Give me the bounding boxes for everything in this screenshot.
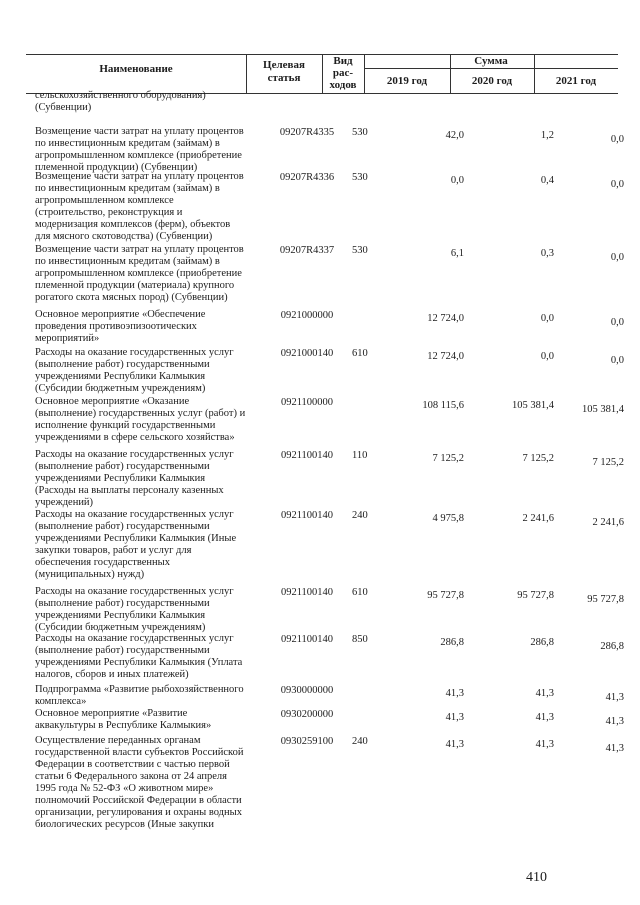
row-expense-type: 240: [352, 736, 368, 747]
header-code-line: статья: [267, 72, 301, 84]
header-year-2020: 2020 год: [471, 75, 513, 87]
page-number: 410: [526, 870, 547, 885]
row-target-code: 09207R4337: [279, 245, 335, 256]
row-name: сельскохозяйственного оборудования) (Субвенции): [35, 90, 206, 113]
row-sum-2020: 0,4: [540, 175, 554, 186]
header-vid-line: ходов: [329, 79, 357, 91]
row-sum-2021: 105 381,4: [582, 404, 624, 415]
row-sum-2020: 105 381,4: [512, 400, 554, 411]
header-vid: [322, 55, 364, 91]
row-sum-2021: 0,0: [610, 134, 624, 145]
row-expense-type: 610: [352, 587, 368, 598]
row-expense-type: 610: [352, 348, 368, 359]
row-target-code: 0921000000: [280, 310, 334, 321]
row-name: Расходы на оказание государственных услуг (выполнение работ) государственными учреждениями Республики Калмыкия (Субсидии бюджетным учреждениям): [35, 347, 234, 394]
row-expense-type: 530: [352, 172, 368, 183]
row-sum-2021: 41,3: [605, 743, 624, 754]
row-sum-2019: 12 724,0: [427, 313, 464, 324]
row-expense-type: 240: [352, 510, 368, 521]
row-sum-2019: 6,1: [450, 248, 464, 259]
row-sum-2021: 7 125,2: [592, 457, 624, 468]
row-name: Возмещение части затрат на уплату процентов по инвестиционным кредитам (займам) в агропромышленном комплексе (приобретение племенной продукции (материала) крупного рогатого скота мясных пород) (Субвенции): [35, 244, 244, 303]
row-sum-2019: 0,0: [450, 175, 464, 186]
header-year-2021: 2021 год: [555, 75, 597, 87]
row-name: Расходы на оказание государственных услуг (выполнение работ) государственными учреждениями Республики Калмыкия (Расходы на выплаты персоналу казенных учреждений): [35, 449, 234, 508]
header-name: Наименование: [99, 63, 173, 75]
row-name: Осуществление переданных органам государственной власти субъектов Российской Федерации в соответствии с частью первой статьи 6 Федерального закона от 24 апреля 1995 года № 52-ФЗ «О животном мире» полномочий Российской Федерации в области организации, регулирования и охраны водных биологических ресурсов (Иные закупки: [35, 735, 244, 830]
row-target-code: 0921100140: [280, 510, 334, 521]
row-target-code: 0921100000: [280, 397, 334, 408]
row-name: Возмещение части затрат на уплату процентов по инвестиционным кредитам (займам) в агропромышленном комплексе (строительство, реконструкция и модернизация комплексов (ферм), объектов для мясного скотоводства) (Субвенции): [35, 171, 244, 242]
row-sum-2021: 41,3: [605, 716, 624, 727]
row-name: Расходы на оказание государственных услуг (выполнение работ) государственными учреждениями Республики Калмыкия (Иные закупки товаров, работ и услуг для обеспечения государственных (муниципальных) нужд): [35, 509, 237, 580]
row-sum-2019: 12 724,0: [427, 351, 464, 362]
row-target-code: 0930200000: [280, 709, 334, 720]
row-sum-2019: 41,3: [445, 739, 464, 750]
row-sum-2021: 41,3: [605, 692, 624, 703]
row-sum-2019: 41,3: [445, 712, 464, 723]
row-expense-type: 850: [352, 634, 368, 645]
row-sum-2020: 0,0: [540, 351, 554, 362]
row-sum-2019: 41,3: [445, 688, 464, 699]
header-code-line: Целевая: [263, 59, 305, 71]
row-sum-2020: 1,2: [540, 130, 554, 141]
header-year-2019: 2019 год: [386, 75, 428, 87]
row-sum-2020: 41,3: [535, 688, 554, 699]
row-sum-2021: 0,0: [610, 252, 624, 263]
header-sum: Сумма: [474, 55, 508, 67]
row-sum-2020: 0,0: [540, 313, 554, 324]
row-target-code: 09207R4336: [279, 172, 335, 183]
row-name: Расходы на оказание государственных услуг (выполнение работ) государственными учреждениями Республики Калмыкия (Уплата налогов, сборов и иных платежей): [35, 633, 243, 680]
row-sum-2019: 7 125,2: [432, 453, 464, 464]
row-target-code: 0921100140: [280, 450, 334, 461]
row-name: Расходы на оказание государственных услуг (выполнение работ) государственными учреждениями Республики Калмыкия (Субсидии бюджетным учреждениям): [35, 586, 234, 633]
header-vid-line: Вид: [333, 55, 353, 67]
table-header: [26, 54, 618, 94]
row-expense-type: 530: [352, 245, 368, 256]
row-sum-2020: 41,3: [535, 712, 554, 723]
row-sum-2021: 0,0: [610, 317, 624, 328]
row-target-code: 0930259100: [280, 736, 334, 747]
row-sum-2019: 4 975,8: [432, 513, 464, 524]
header-vid-line: рас-: [332, 67, 354, 79]
row-sum-2021: 0,0: [610, 179, 624, 190]
row-sum-2021: 0,0: [610, 355, 624, 366]
header-code: [246, 59, 322, 85]
row-sum-2020: 95 727,8: [517, 590, 554, 601]
row-target-code: 0921000140: [280, 348, 334, 359]
row-sum-2020: 0,3: [540, 248, 554, 259]
row-expense-type: 530: [352, 127, 368, 138]
row-name: Подпрограмма «Развитие рыбохозяйственного комплекса»: [35, 684, 244, 707]
row-sum-2021: 95 727,8: [587, 594, 624, 605]
row-sum-2020: 7 125,2: [522, 453, 554, 464]
row-name: Основное мероприятие «Развитие аквакультуры в Республике Калмыкия»: [35, 708, 212, 731]
row-sum-2020: 2 241,6: [522, 513, 554, 524]
row-sum-2021: 2 241,6: [592, 517, 624, 528]
row-sum-2019: 42,0: [445, 130, 464, 141]
row-target-code: 09207R4335: [279, 127, 335, 138]
row-name: Основное мероприятие «Оказание (выполнение) государственных услуг (работ) и исполнение функций государственными учреждениями в сфере сельского хозяйства»: [35, 396, 246, 443]
sum-divider: [364, 68, 618, 69]
row-expense-type: 110: [352, 450, 368, 461]
row-target-code: 0921100140: [280, 634, 334, 645]
row-target-code: 0921100140: [280, 587, 334, 598]
row-sum-2019: 95 727,8: [427, 590, 464, 601]
row-target-code: 0930000000: [280, 685, 334, 696]
row-sum-2020: 286,8: [530, 637, 554, 648]
row-name: Основное мероприятие «Обеспечение проведения противоэпизоотических мероприятий»: [35, 309, 206, 344]
row-name: Возмещение части затрат на уплату процентов по инвестиционным кредитам (займам) в агропромышленном комплексе (приобретение племенной продукции) (Субвенции): [35, 126, 244, 173]
row-sum-2019: 108 115,6: [422, 400, 464, 411]
row-sum-2019: 286,8: [440, 637, 464, 648]
row-sum-2021: 286,8: [600, 641, 624, 652]
row-sum-2020: 41,3: [535, 739, 554, 750]
